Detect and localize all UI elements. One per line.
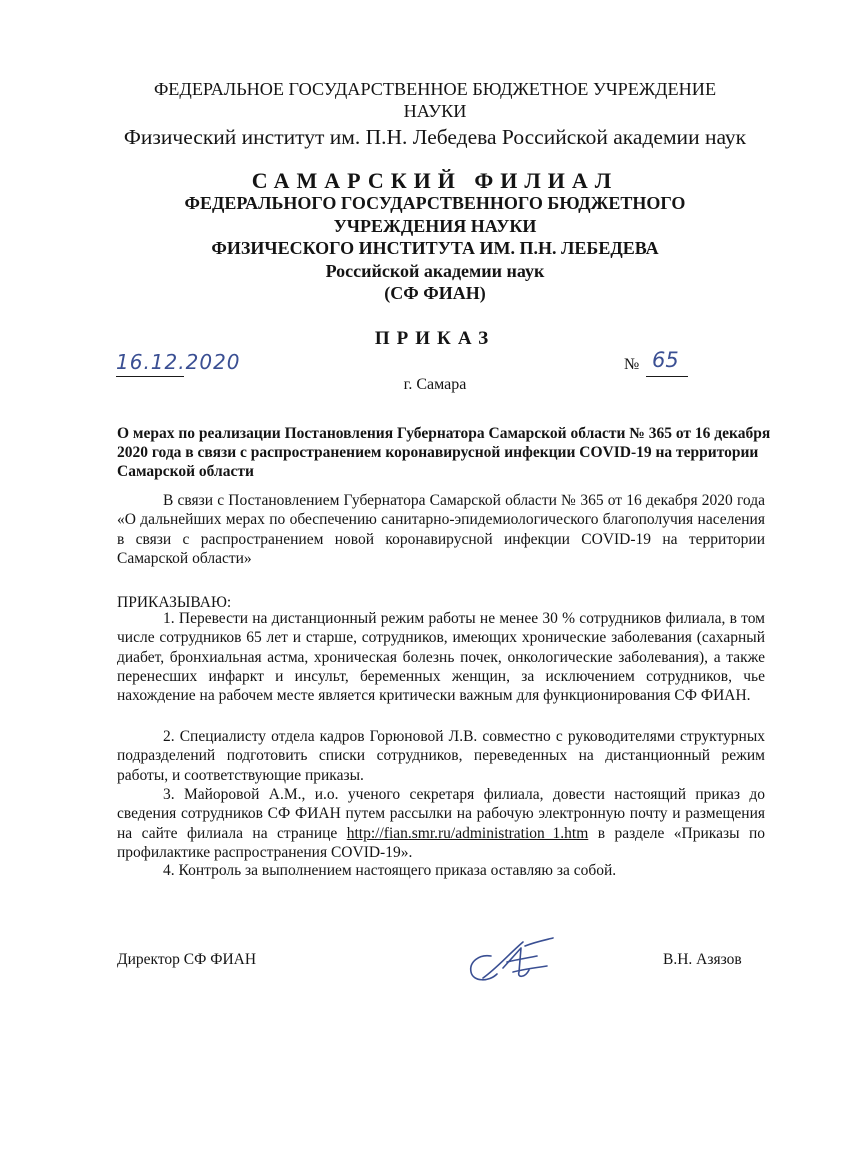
institution-line-2: НАУКИ xyxy=(403,101,467,121)
order-item-3 xyxy=(117,785,765,862)
intro-paragraph: В связи с Постановлением Губернатора Самарской области № 365 от 16 декабря 2020 года «О дальнейших мерах по обеспечению санитарно-эпидемиологического благополучия населения в связи с распространением новой коронавирусной инфекции COVID-19 на территории Самарской области» xyxy=(117,492,765,567)
branch-title: САМАРСКИЙ ФИЛИАЛ xyxy=(251,168,619,193)
administration-page-link[interactable]: http://fian.smr.ru/administration_1.htm xyxy=(346,824,589,842)
institution-line-1: ФЕДЕРАЛЬНОЕ ГОСУДАРСТВЕННОЕ БЮДЖЕТНОЕ УЧРЕЖДЕНИЕ xyxy=(153,79,717,99)
handwritten-signature xyxy=(463,934,563,988)
item-3-text-2: в разделе «Приказы по профилактике распространения COVID-19». xyxy=(117,824,766,861)
number-sign: № xyxy=(624,356,640,373)
branch-line-5: (СФ ФИАН) xyxy=(384,283,486,303)
branch-line-4: Российской академии наук xyxy=(325,260,545,281)
branch-header xyxy=(60,192,810,305)
order-item-1: 1. Перевести на дистанционный режим работы не менее 30 % сотрудников филиала, в том числе сотрудников 65 лет и старше, сотрудников, имеющих хронические заболевания (сахарный диабет, бронхиальная астма, хроническая болезнь почек, онкологические заболевания), а также перенесших инфаркт и инсульт, беременных женщин, за исключением сотрудников, чье нахождение на рабочем месте является критически важным для функционирования СФ ФИАН. xyxy=(117,610,765,705)
institute-name: Физический институт им. П.Н. Лебедева Российской академии наук xyxy=(123,125,747,149)
order-number: 65 xyxy=(652,348,679,372)
order-item-4: 4. Контроль за выполнением настоящего приказа оставляю за собой. xyxy=(163,862,617,879)
order-title: ПРИКАЗ xyxy=(374,328,496,349)
order-word: ПРИКАЗЫВАЮ: xyxy=(117,594,232,611)
signer-name: В.Н. Азязов xyxy=(663,951,742,968)
order-subject: О мерах по реализации Постановления Губернатора Самарской области № 365 от 16 декабря 2020 года в связи с распространением коронавирусной инфекции COVID-19 на территории Самарской области xyxy=(117,425,771,480)
item-3-text-1: 3. Майоровой А.М., и.о. ученого секретаря филиала, довести настоящий приказ до сведения сотрудников СФ ФИАН путем рассылки на рабочую электронную почту и размещения на сайте филиала на странице xyxy=(117,786,765,842)
branch-line-3: ФИЗИЧЕСКОГО ИНСТИТУТА ИМ. П.Н. ЛЕБЕДЕВА xyxy=(211,238,659,258)
signer-position: Директор СФ ФИАН xyxy=(117,951,257,968)
order-date: 16.12.2020 xyxy=(116,350,241,374)
institution-header xyxy=(60,78,810,122)
order-item-2: 2. Специалисту отдела кадров Горюновой Л.В. совместно с руководителями структурных подразделений подготовить списки сотрудников, переведенных на дистанционный режим работы, и соответствующие приказы. xyxy=(117,728,765,784)
branch-line-1: ФЕДЕРАЛЬНОГО ГОСУДАРСТВЕННОГО БЮДЖЕТНОГО xyxy=(184,193,686,213)
branch-line-2: УЧРЕЖДЕНИЯ НАУКИ xyxy=(333,215,537,236)
order-city: г. Самара xyxy=(403,376,467,393)
